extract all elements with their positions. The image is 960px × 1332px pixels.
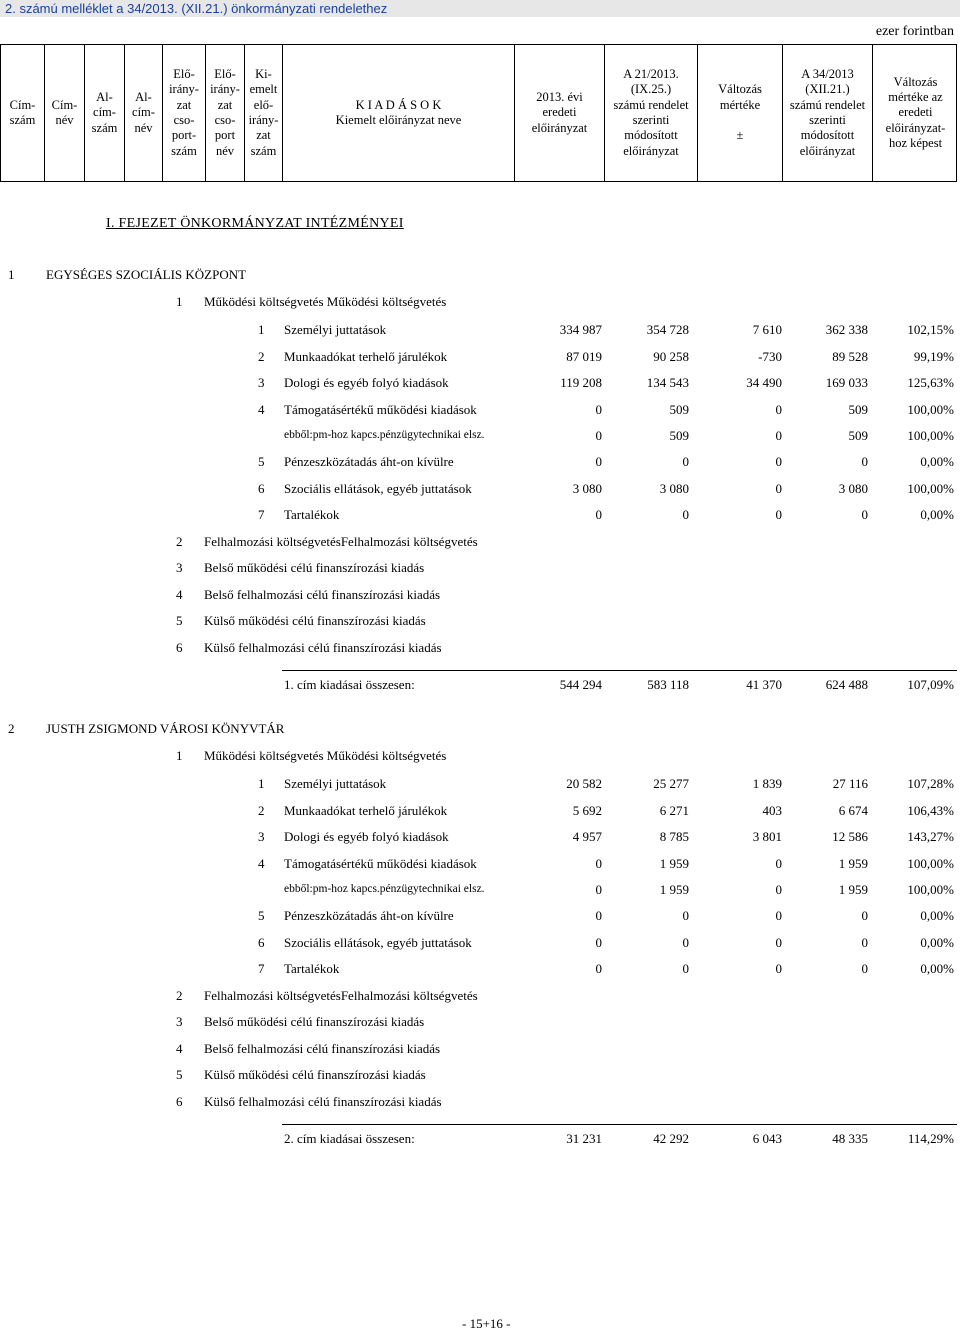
value-cell: 403 [762, 802, 782, 818]
row-number: 4 [258, 855, 265, 871]
column-header: Al- cím- szám [85, 45, 125, 181]
row-label: ebből:pm-hoz kapcs.pénzügytechnikai elsz. [284, 429, 485, 441]
value-cell: 0,00% [920, 934, 954, 950]
value-cell: 102,15% [907, 322, 954, 337]
value-cell: 0 [775, 428, 782, 443]
value-cell: 0 [595, 961, 602, 976]
value-cell: 87 019 [566, 348, 602, 364]
value-cell: 8 785 [659, 829, 689, 844]
value-cell: 624 488 [825, 677, 868, 692]
row-label: Támogatásértékű működési kiadások [284, 855, 477, 871]
total-label: 2. cím kiadásai összesen: [284, 1131, 415, 1146]
value-cell: 42 292 [653, 1131, 689, 1146]
value-cell: 0 [595, 934, 602, 950]
column-header: A 21/2013. (IX.25.) számú rendelet szerinti módosított előirányzat [605, 45, 698, 181]
row-label: Belső működési célú finanszírozási kiadás [204, 560, 425, 575]
column-header: Elő- irány- zat cso- port név [206, 45, 245, 181]
value-cell: 0 [595, 454, 602, 469]
value-cell: 0 [861, 961, 868, 976]
value-cell: 99,19% [913, 348, 954, 364]
row-label: Szociális ellátások, egyéb juttatások [284, 480, 472, 496]
column-header: A 34/2013 (XII.21.) számú rendelet szerinti módosított előirányzat [783, 45, 873, 181]
value-cell: 20 582 [566, 776, 602, 791]
value-cell: 7 610 [752, 322, 782, 337]
value-cell: 48 335 [832, 1131, 868, 1146]
row-number: 6 [258, 934, 265, 950]
value-cell: 169 033 [825, 375, 868, 390]
value-cell: 0 [861, 454, 868, 469]
row-number: 7 [258, 507, 265, 522]
value-cell: 354 728 [646, 322, 689, 337]
value-cell: 0 [682, 934, 689, 950]
value-cell: 143,27% [907, 829, 954, 844]
row-number: 5 [258, 908, 265, 923]
row-label: ebből:pm-hoz kapcs.pénzügytechnikai elsz. [284, 883, 485, 895]
section-number: 2 [8, 721, 15, 736]
value-cell: 89 528 [832, 348, 868, 364]
value-cell: 1 959 [659, 855, 689, 871]
row-label: Tartalékok [284, 507, 340, 522]
value-cell: 334 987 [559, 322, 602, 337]
value-cell: 0 [595, 401, 602, 417]
value-cell: 3 080 [572, 480, 602, 496]
row-label: Munkaadókat terhelő járulékok [284, 802, 448, 818]
page-number: - 15+16 - [462, 1316, 511, 1331]
row-number: 2 [176, 987, 183, 1003]
value-cell: 100,00% [907, 882, 954, 897]
unit-label: ezer forintban [875, 24, 954, 39]
row-number: 4 [176, 1040, 183, 1056]
chapter-title [106, 216, 404, 232]
row-label: Külső felhalmozási célú finanszírozási kiadás [204, 639, 442, 655]
row-number: 3 [176, 1014, 183, 1029]
value-cell: 27 116 [832, 776, 868, 791]
row-number: 3 [258, 375, 265, 390]
value-cell: 4 957 [572, 829, 602, 844]
row-number: 5 [176, 613, 183, 628]
value-cell: 0 [775, 934, 782, 950]
column-header: Elő- irány- zat cso- port- szám [163, 45, 206, 181]
value-cell: 0 [682, 454, 689, 469]
value-cell: 0 [861, 507, 868, 522]
row-label: Dologi és egyéb folyó kiadások [284, 829, 449, 844]
section-title: JUSTH ZSIGMOND VÁROSI KÖNYVTÁR [46, 721, 285, 736]
row-number: 6 [258, 480, 265, 496]
row-label: Támogatásértékű működési kiadások [284, 401, 477, 417]
group-title: Működési költségvetés Működési költségvetés [204, 294, 447, 309]
value-cell: 0,00% [920, 961, 954, 976]
value-cell: 6 674 [838, 802, 868, 818]
value-cell: 114,29% [907, 1131, 954, 1146]
row-number: 6 [176, 639, 183, 655]
value-cell: 3 801 [752, 829, 782, 844]
row-label: Pénzeszközátadás áht-on kívülre [284, 454, 454, 469]
row-label: Külső felhalmozási célú finanszírozási kiadás [204, 1093, 442, 1109]
group-number: 1 [176, 748, 183, 763]
value-cell: 1 959 [838, 855, 868, 871]
value-cell: 100,00% [907, 480, 954, 496]
value-cell: 100,00% [907, 428, 954, 443]
column-header: Ki- emelt elő- irány- zat szám [245, 45, 283, 181]
value-cell: 12 586 [832, 829, 868, 844]
row-number: 7 [258, 961, 265, 976]
value-cell: 0 [861, 934, 868, 950]
value-cell: 0 [775, 961, 782, 976]
row-label: Felhalmozási költségvetésFelhalmozási költségvetés [204, 987, 478, 1003]
value-cell: 107,28% [907, 776, 954, 791]
row-number: 4 [258, 401, 265, 417]
value-cell: 0 [775, 401, 782, 417]
row-number: 2 [258, 802, 265, 818]
value-cell: 509 [669, 428, 689, 443]
row-number: 3 [176, 560, 183, 575]
value-cell: 106,43% [907, 802, 954, 818]
row-number: 1 [258, 322, 265, 337]
value-cell: 0 [595, 855, 602, 871]
column-header: Cím- szám [1, 45, 45, 181]
row-number: 2 [258, 348, 265, 364]
value-cell: 0 [775, 855, 782, 871]
value-cell: 0,00% [920, 507, 954, 522]
value-cell: 0 [775, 454, 782, 469]
value-cell: 0 [775, 480, 782, 496]
row-number: 5 [176, 1067, 183, 1082]
row-number: 3 [258, 829, 265, 844]
row-label: Belső működési célú finanszírozási kiadás [204, 1014, 425, 1029]
column-header: Változás mértéke az eredeti előirányzat- hoz képest [885, 74, 946, 150]
value-cell: 6 043 [752, 1131, 782, 1146]
value-cell: 34 490 [746, 375, 782, 390]
row-label: Munkaadókat terhelő járulékok [284, 348, 448, 364]
row-label: Pénzeszközátadás áht-on kívülre [284, 908, 454, 923]
row-number: 6 [176, 1093, 183, 1109]
value-cell: 583 118 [647, 677, 689, 692]
row-label: Felhalmozási költségvetésFelhalmozási költségvetés [204, 533, 478, 549]
total-rule [282, 670, 957, 671]
group-title: Működési költségvetés Működési költségvetés [204, 748, 447, 763]
value-cell: 0 [682, 507, 689, 522]
value-cell: 90 258 [653, 348, 689, 364]
row-label: Szociális ellátások, egyéb juttatások [284, 934, 472, 950]
value-cell: -730 [758, 348, 782, 364]
value-cell: 3 080 [838, 480, 868, 496]
value-cell: 509 [669, 401, 689, 417]
value-cell: 1 959 [659, 882, 689, 897]
section-title: EGYSÉGES SZOCIÁLIS KÖZPONT [46, 267, 247, 282]
value-cell: 0 [595, 882, 602, 897]
row-label: Belső felhalmozási célú finanszírozási kiadás [204, 586, 441, 602]
row-label: Személyi juttatások [284, 776, 387, 791]
column-header: K I A D Á S O K Kiemelt előirányzat neve [283, 45, 515, 181]
value-cell: 119 208 [560, 375, 602, 390]
value-cell: 0 [861, 908, 868, 923]
row-label: Tartalékok [284, 961, 340, 976]
value-cell: 100,00% [907, 855, 954, 871]
value-cell: 0 [595, 428, 602, 443]
value-cell: 100,00% [907, 401, 954, 417]
value-cell: 0 [682, 908, 689, 923]
row-label: Külső működési célú finanszírozási kiadás [204, 613, 426, 628]
value-cell: 41 370 [746, 677, 782, 692]
value-cell: 1 959 [838, 882, 868, 897]
value-cell: 0 [682, 961, 689, 976]
value-cell: 0 [775, 507, 782, 522]
row-label: Személyi juttatások [284, 322, 387, 337]
value-cell: 1 839 [752, 776, 782, 791]
column-header: 2013. évi eredeti előirányzat [515, 45, 605, 181]
value-cell: 5 692 [572, 802, 602, 818]
chapter-label: I. FEJEZET ÖNKORMÁNYZAT INTÉZMÉNYEI [106, 216, 404, 231]
value-cell: 0 [775, 882, 782, 897]
row-label: Belső felhalmozási célú finanszírozási kiadás [204, 1040, 441, 1056]
value-cell: 107,09% [907, 677, 954, 692]
value-cell: 0,00% [920, 908, 954, 923]
total-rule [282, 1124, 957, 1125]
value-cell: 25 277 [653, 776, 689, 791]
row-number: 1 [258, 776, 265, 791]
row-number: 4 [176, 586, 183, 602]
value-cell: 509 [848, 401, 868, 417]
value-cell: 134 543 [646, 375, 689, 390]
column-header: Változás mértéke ± [698, 45, 783, 181]
value-cell: 544 294 [559, 677, 602, 692]
total-label: 1. cím kiadásai összesen: [284, 677, 415, 692]
value-cell: 0,00% [920, 454, 954, 469]
value-cell: 125,63% [907, 375, 954, 390]
value-cell: 31 231 [566, 1131, 602, 1146]
column-header: Al- cím- név [125, 45, 163, 181]
row-label: Dologi és egyéb folyó kiadások [284, 375, 449, 390]
value-cell: 509 [848, 428, 868, 443]
value-cell: 0 [595, 908, 602, 923]
value-cell: 362 338 [825, 322, 868, 337]
value-cell: 3 080 [659, 480, 689, 496]
column-header: Cím- név [45, 45, 85, 181]
row-number: 2 [176, 533, 183, 549]
section-number: 1 [8, 267, 15, 282]
column-header-row [0, 44, 957, 182]
document-title: 2. számú melléklet a 34/2013. (XII.21.) önkormányzati rendelethez [0, 0, 960, 17]
row-number: 5 [258, 454, 265, 469]
group-number: 1 [176, 294, 183, 309]
value-cell: 6 271 [659, 802, 689, 818]
value-cell: 0 [775, 908, 782, 923]
row-label: Külső működési célú finanszírozási kiadás [204, 1067, 426, 1082]
value-cell: 0 [595, 507, 602, 522]
